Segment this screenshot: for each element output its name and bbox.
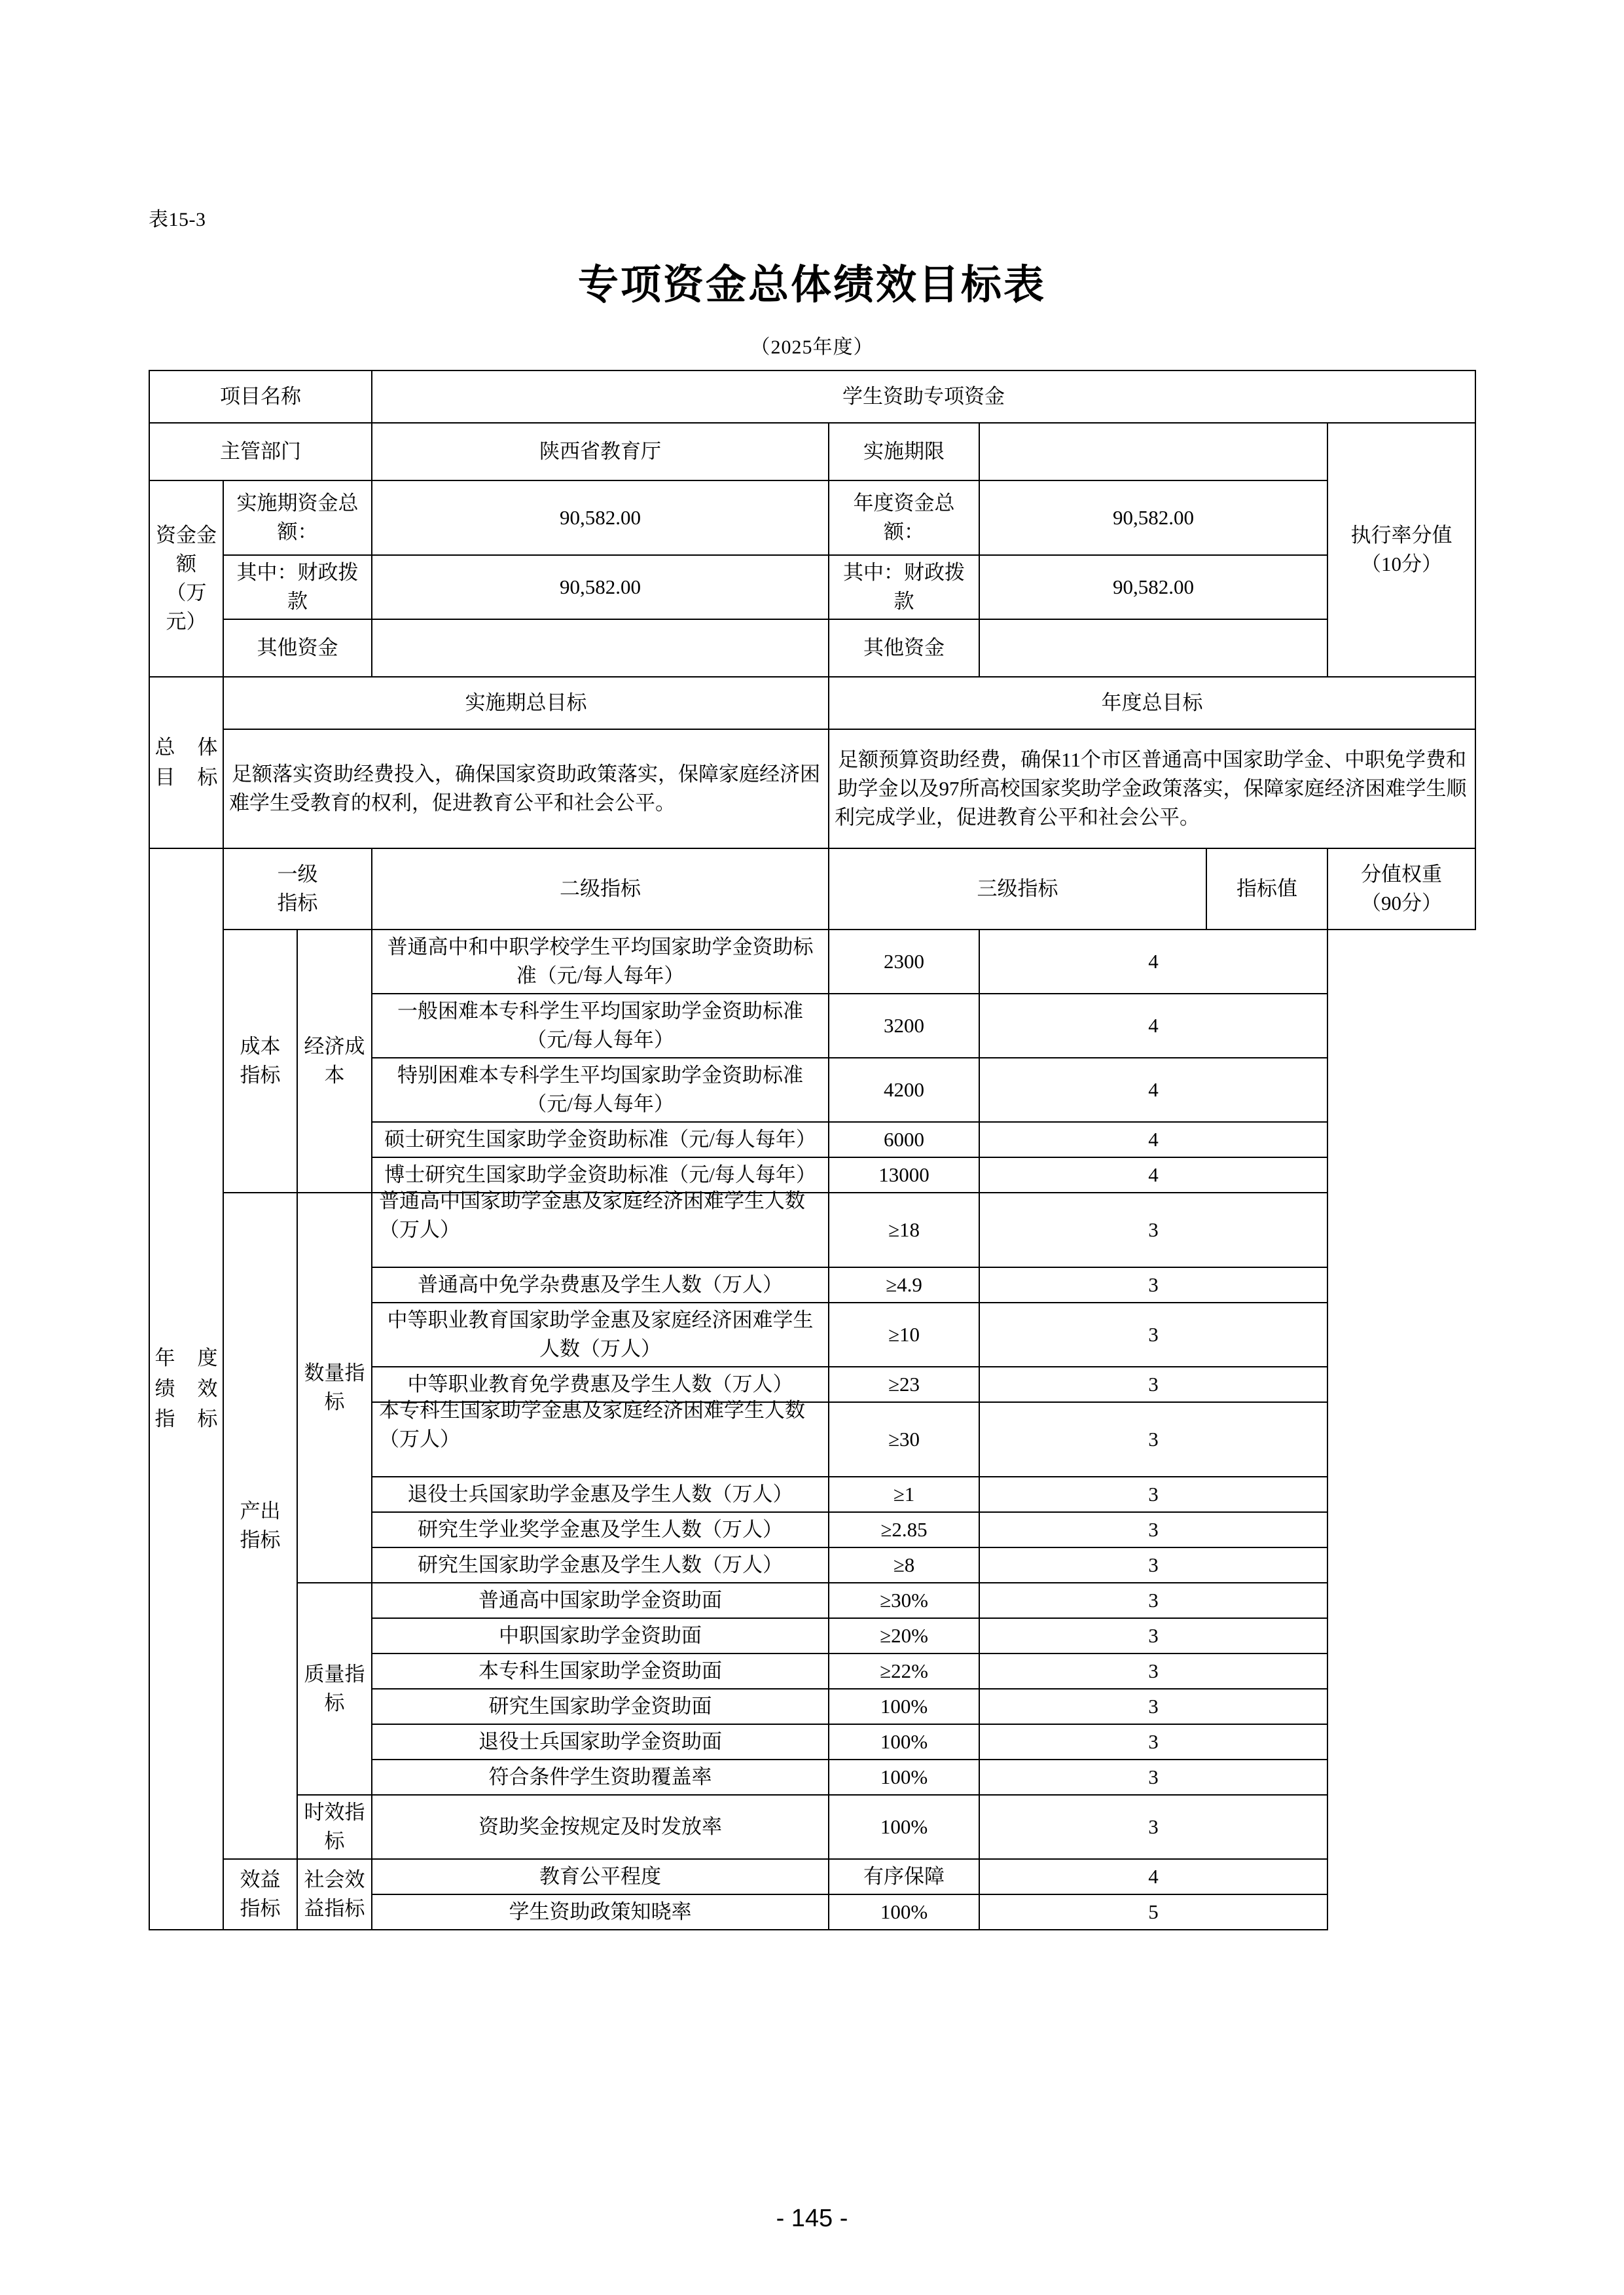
level3-indicator: 中等职业教育免学费惠及学生人数（万人） [372, 1367, 829, 1402]
indicator-weight: 3 [979, 1477, 1327, 1512]
indicator-weight: 3 [979, 1267, 1327, 1303]
amount-left-value: 90,582.00 [372, 555, 829, 619]
indicator-weight: 4 [979, 1157, 1327, 1193]
indicator-value: ≥22% [829, 1653, 979, 1689]
indicator-value: 有序保障 [829, 1859, 979, 1894]
indicator-value: 100% [829, 1724, 979, 1760]
indicator-weight: 5 [979, 1894, 1327, 1930]
level3-indicator: 资助奖金按规定及时发放率 [372, 1795, 829, 1859]
level2-indicator: 质量指标 [297, 1583, 372, 1795]
table-number: 表15-3 [149, 209, 206, 230]
amount-right-value: 90,582.00 [979, 480, 1327, 555]
annual-goal-text: 足额预算资助经费，确保11个市区普通高中国家助学金、中职免学费和助学金以及97所高校国家奖助学金政策落实，保障家庭经济困难学生顺利完成学业，促进教育公平和社会公平。 [829, 729, 1475, 848]
level2-indicator: 经济成本 [297, 930, 372, 1193]
level1-indicator: 效益 指标 [223, 1859, 297, 1930]
amount-right-label: 年度资金总额： [829, 480, 979, 555]
level3-indicator: 普通高中和中职学校学生平均国家助学金资助标准（元/每人每年） [372, 930, 829, 994]
indicator-row [149, 1795, 1475, 1859]
period-label: 实施期限 [829, 423, 979, 480]
indicator-value: 100% [829, 1689, 979, 1724]
overall-goal-header-row [149, 677, 1475, 729]
level3-indicator: 教育公平程度 [372, 1859, 829, 1894]
indicator-value: ≥23 [829, 1367, 979, 1402]
level2-indicator: 时效指标 [297, 1795, 372, 1859]
period-value [979, 423, 1327, 480]
indicator-header-row [149, 848, 1475, 930]
indicator-value: ≥30 [829, 1402, 979, 1477]
level3-indicator: 研究生国家助学金资助面 [372, 1689, 829, 1724]
indicator-value: 13000 [829, 1157, 979, 1193]
project-name-value: 学生资助专项资金 [372, 370, 1475, 423]
level3-indicator: 中等职业教育国家助学金惠及家庭经济困难学生人数（万人） [372, 1303, 829, 1367]
period-goal-text: 足额落实资助经费投入，确保国家资助政策落实，保障家庭经济困难学生受教育的权利，促进教育公平和社会公平。 [223, 729, 829, 848]
level3-indicator: 硕士研究生国家助学金资助标准（元/每人每年） [372, 1122, 829, 1157]
level3-indicator: 普通高中免学杂费惠及学生人数（万人） [372, 1267, 829, 1303]
indicator-weight: 3 [979, 1402, 1327, 1477]
indicator-row [149, 1859, 1475, 1894]
amount-left-label: 其他资金 [223, 619, 372, 677]
project-name-label: 项目名称 [149, 370, 372, 423]
level3-indicator: 中职国家助学金资助面 [372, 1618, 829, 1653]
indicator-value: ≥1 [829, 1477, 979, 1512]
indicator-value: 100% [829, 1760, 979, 1795]
indicator-value: 100% [829, 1894, 979, 1930]
indicator-weight: 4 [979, 1122, 1327, 1157]
indicator-weight: 3 [979, 1760, 1327, 1795]
amount-right-label: 其他资金 [829, 619, 979, 677]
indicator-weight: 3 [979, 1367, 1327, 1402]
indicator-value: ≥30% [829, 1583, 979, 1618]
indicator-value: 100% [829, 1795, 979, 1859]
amount-right-value: 90,582.00 [979, 555, 1327, 619]
department-label: 主管部门 [149, 423, 372, 480]
indicator-value: ≥2.85 [829, 1512, 979, 1547]
amount-row [149, 555, 1475, 619]
level1-indicator: 成本 指标 [223, 930, 297, 1193]
department-row [149, 423, 1475, 480]
level3-indicator: 本专科生国家助学金资助面 [372, 1653, 829, 1689]
indicator-row [149, 1583, 1475, 1618]
indicator-value: 4200 [829, 1058, 979, 1122]
indicator-weight: 4 [979, 994, 1327, 1058]
level3-indicator: 博士研究生国家助学金资助标准（元/每人每年） [372, 1157, 829, 1193]
level1-indicator: 产出 指标 [223, 1193, 297, 1859]
indicator-value: ≥20% [829, 1618, 979, 1653]
indicator-value: 6000 [829, 1122, 979, 1157]
page-subtitle: （2025年度） [750, 336, 874, 358]
level2-indicator: 社会效益指标 [297, 1859, 372, 1930]
indicator-weight: 3 [979, 1724, 1327, 1760]
indicator-weight: 3 [979, 1618, 1327, 1653]
overall-goal-text-row [149, 729, 1475, 848]
indicator-weight: 3 [979, 1653, 1327, 1689]
indicator-weight: 4 [979, 1859, 1327, 1894]
indicator-weight: 4 [979, 930, 1327, 994]
column-header-level1: 一级 指标 [223, 848, 372, 930]
level3-indicator: 研究生国家助学金惠及学生人数（万人） [372, 1547, 829, 1583]
level3-indicator: 退役士兵国家助学金资助面 [372, 1724, 829, 1760]
indicator-value: 2300 [829, 930, 979, 994]
amount-left-label: 实施期资金总额： [223, 480, 372, 555]
indicator-row [149, 1193, 1475, 1267]
project-name-row [149, 370, 1475, 423]
period-goal-header: 实施期总目标 [223, 677, 829, 729]
column-header-weight: 分值权重 （90分） [1327, 848, 1475, 930]
level3-indicator: 特别困难本专科学生平均国家助学金资助标准（元/每人每年） [372, 1058, 829, 1122]
indicator-row [149, 930, 1475, 994]
performance-target-table [149, 370, 1476, 1930]
level3-indicator: 本专科生国家助学金惠及家庭经济困难学生人数（万人） [372, 1402, 829, 1477]
indicator-weight: 4 [979, 1058, 1327, 1122]
indicator-weight: 3 [979, 1583, 1327, 1618]
execution-rate-label: 执行率分值 （10分） [1327, 423, 1475, 677]
column-header-level3: 三级指标 [829, 848, 1206, 930]
indicator-weight: 3 [979, 1512, 1327, 1547]
indicator-weight: 3 [979, 1795, 1327, 1859]
level3-indicator: 符合条件学生资助覆盖率 [372, 1760, 829, 1795]
amount-left-value: 90,582.00 [372, 480, 829, 555]
page-number: - 145 - [776, 2205, 848, 2232]
indicator-value: ≥18 [829, 1193, 979, 1267]
indicator-weight: 3 [979, 1303, 1327, 1367]
level3-indicator: 一般困难本专科学生平均国家助学金资助标准（元/每人每年） [372, 994, 829, 1058]
amount-row [149, 619, 1475, 677]
indicator-weight: 3 [979, 1689, 1327, 1724]
indicator-value: ≥4.9 [829, 1267, 979, 1303]
indicator-weight: 3 [979, 1547, 1327, 1583]
indicator-value: ≥8 [829, 1547, 979, 1583]
level3-indicator: 研究生学业奖学金惠及学生人数（万人） [372, 1512, 829, 1547]
level2-indicator: 数量指标 [297, 1193, 372, 1583]
level3-indicator: 普通高中国家助学金资助面 [372, 1583, 829, 1618]
page-title: 专项资金总体绩效目标表 [577, 263, 1046, 308]
column-header-level2: 二级指标 [372, 848, 829, 930]
annual-performance-side-label: 年 绩 指 度 效 标 [149, 848, 223, 1930]
annual-goal-header: 年度总目标 [829, 677, 1475, 729]
amount-right-value [979, 619, 1327, 677]
indicator-weight: 3 [979, 1193, 1327, 1267]
amount-right-label: 其中：财政拨款 [829, 555, 979, 619]
amount-label: 资金金额 （万元） [149, 480, 223, 677]
level3-indicator: 普通高中国家助学金惠及家庭经济困难学生人数（万人） [372, 1193, 829, 1267]
level3-indicator: 学生资助政策知晓率 [372, 1894, 829, 1930]
amount-left-value [372, 619, 829, 677]
amount-row [149, 480, 1475, 555]
overall-goal-side-label: 总 目 体 标 [149, 677, 223, 848]
amount-left-label: 其中：财政拨款 [223, 555, 372, 619]
indicator-value: 3200 [829, 994, 979, 1058]
indicator-value: ≥10 [829, 1303, 979, 1367]
department-value: 陕西省教育厅 [372, 423, 829, 480]
column-header-value: 指标值 [1206, 848, 1327, 930]
level3-indicator: 退役士兵国家助学金惠及学生人数（万人） [372, 1477, 829, 1512]
